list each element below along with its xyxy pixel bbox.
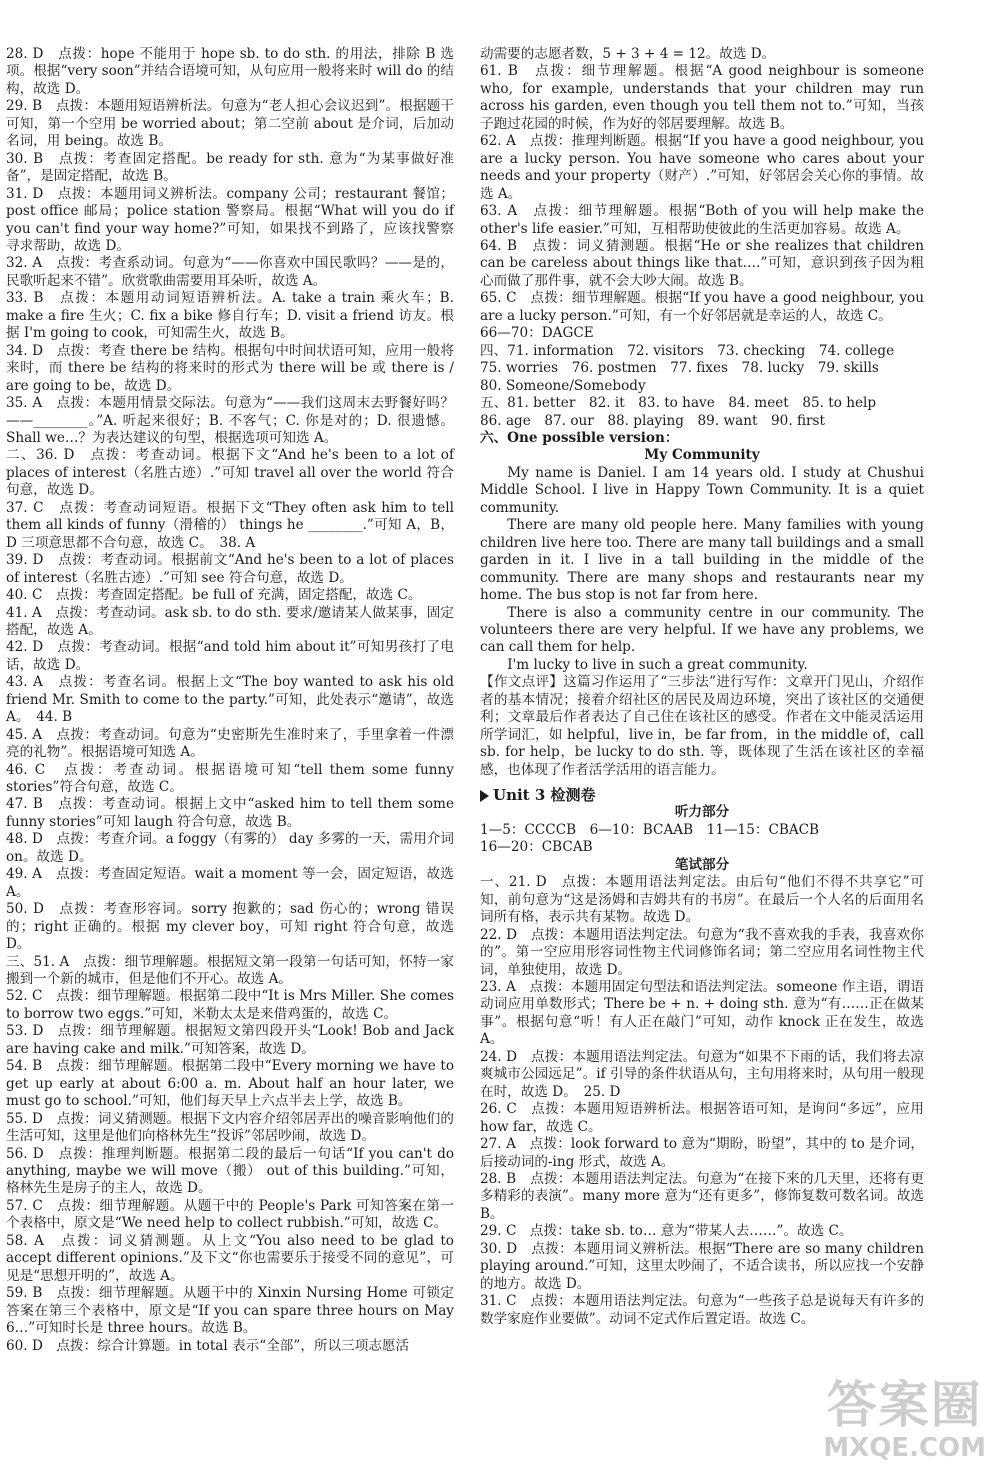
answer-item: 30. B 点拨：考查固定搭配。be ready for sth. 意为“为某事做好准备”，是固定搭配，故选 B。 bbox=[6, 150, 454, 185]
answer-item: 86. age 87. our 88. playing 89. want 90. first bbox=[480, 412, 825, 429]
answer-item: 四、71. information 72. visitors 73. checking 74. college bbox=[480, 342, 895, 359]
answer-item: 30. D 点拨：本题用词义辨析法。根据“There are so many children playing around.”可知，这里太吵闹了，不适合读书，所以应找一个安静的地方。故选 D。 bbox=[480, 1240, 924, 1292]
answer-item: 28. D 点拨：hope 不能用于 hope sb. to do sth. 的用法，排除 B 选项。根据“very soon”并结合语境可知，从句应用一般将来时 will do 的结构，故选 D。 bbox=[6, 46, 454, 97]
answer-item: 27. A 点拨：look forward to 意为“期盼，盼望”，其中的 to 是介词，后接动词的-ing 形式，故选 A。 bbox=[480, 1136, 924, 1170]
watermark bbox=[823, 1377, 986, 1463]
answer-item: 63. A 点拨：细节理解题。根据“Both of you will help make the other's life easier.”可知，互相帮助使彼此的生活更加容易。故选 A。 bbox=[480, 203, 924, 237]
listening-heading: 听力部分 bbox=[674, 804, 730, 821]
answer-item: 48. D 点拨：考查介词。a foggy（有雾的） day 多雾的一天，需用介词 on。故选 D。 bbox=[6, 831, 454, 865]
triangle-marker-icon bbox=[480, 790, 489, 802]
essay-title: My Community bbox=[644, 447, 760, 464]
answer-item: 57. C 点拨：细节理解题。从题干中的 People's Park 可知答案在第一个表格中，原文是“We need help to collect rubbish.”可知，故选 C。 bbox=[6, 1197, 454, 1232]
answer-item: 26. C 点拨：本题用短语辨析法。根据答语可知，是询问“多远”，应用 how far，故选 C。 bbox=[480, 1101, 924, 1135]
essay-paragraph: There is also a community centre in our community. The volunteers there are very helpful. If we have any problems, we can call them for help. bbox=[480, 604, 924, 656]
answer-item: 三、51. A 点拨：细节理解题。根据短文第一段第一句话可知，怀特一家搬到一个新的城市，但是他们不开心。故选 A。 bbox=[6, 953, 454, 988]
answer-item: 五、81. better 82. it 83. to have 84. meet 85. to help bbox=[480, 395, 877, 412]
answer-item: 一、21. D 点拨：本题用语法判定法。由后句“他们不得不共享它”可知，前句意为“这是汤姆和吉姆共有的书房”。在最后一个人名的后面用名词所有格，表示共有某物。故选 D。 bbox=[480, 874, 924, 926]
answer-item: 52. C 点拨：细节理解题。根据第二段中“It is Mrs Miller. She comes to borrow two eggs.”可知，米勒太太是来借鸡蛋的，故选 C。 bbox=[6, 988, 454, 1022]
answer-item: 61. B 点拨：细节理解题。根据“A good neighbour is someone who, for example, understands that your children may run across his garden, even though you tell them not to.”可知，当孩子跑过花园的时候，作为好的邻居要理解。故选 B。 bbox=[480, 63, 924, 132]
answer-item: 动需要的志愿者数，5 + 3 + 4 = 12。故选 D。 bbox=[480, 46, 776, 62]
unit3-heading bbox=[480, 787, 924, 804]
answer-item: 42. D 点拨：考查动词。根据“and told him about it”可知男孩打了电话，故选 D。 bbox=[6, 639, 454, 673]
answer-item: 32. A 点拨：考查系动词。句意为“——你喜欢中国民歌吗？——是的，民歌听起来不错”。欣赏歌曲需要用耳朵听，故选 A。 bbox=[6, 255, 454, 289]
answer-item: 75. worries 76. postmen 77. fixes 78. lucky 79. skills bbox=[480, 360, 879, 377]
answer-item: 31. D 点拨：本题用词义辨析法。company 公司；restaurant 餐馆；post office 邮局；police station 警察局。根据“What will you do if you can't find your way home?”可知，如果找不到路了，应该找警察寻求帮助，故选 D。 bbox=[6, 185, 454, 254]
essay-paragraph: My name is Daniel. I am 14 years old. I study at Chushui Middle School. I live in Happy Town Community. It is a quiet community. bbox=[480, 464, 924, 516]
answer-item: 29. C 点拨：take sb. to… 意为“带某人去……”。故选 C。 bbox=[480, 1223, 853, 1240]
listening-line: 1—5：CCCCB 6—10：BCAAB 11—15：CBACB bbox=[480, 821, 820, 838]
answer-item: 62. A 点拨：推理判断题。根据“If you have a good neighbour, you are a lucky person. You have someone who cares about your needs and your property（财产）.”可知，好邻居会关心你的事情。故选 A。 bbox=[480, 133, 924, 202]
listening-answers bbox=[480, 822, 924, 857]
answer-item: 40. C 点拨：考查固定搭配。be full of 充满，固定搭配，故选 C。 bbox=[6, 587, 422, 604]
answer-item: 31. C 点拨：本题用语法判定法。句意为“一些孩子总是说每天有许多的数学家庭作业要做”。动词不定式作后置定语。故选 C。 bbox=[480, 1293, 924, 1327]
essay-label: 六、One possible version： bbox=[480, 429, 679, 446]
answer-item: 28. B 点拨：本题用语法判定法。句意为“在接下来的几天里，还将有更多精彩的表演”。many more 意为“还有更多”，修饰复数可数名词。故选 B。 bbox=[480, 1171, 924, 1222]
answer-item: 49. A 点拨：考查固定短语。wait a moment 等一会，固定短语，故选 A。 bbox=[6, 866, 454, 900]
answer-item: 59. B 点拨：细节理解题。从题干中的 Xinxin Nursing Home 可锁定答案在第三个表格中，原文是“If you can spare three hours on May 6…”可知时长是 three hours。故选 B。 bbox=[6, 1285, 454, 1337]
watermark-logo: 答案圈 bbox=[826, 1376, 983, 1434]
essay-paragraph: I'm lucky to live in such a great community. bbox=[507, 656, 808, 673]
right-column bbox=[480, 46, 924, 1328]
answer-item: 33. B 点拨：本题用动词短语辨析法。A. take a train 乘火车；B. make a fire 生火；C. fix a bike 修自行车；D. visit a friend 访友。根据 I'm going to cook，可知需生火，故选 B。 bbox=[6, 290, 454, 342]
answer-item: 34. D 点拨：考查 there be 结构。根据句中时间状语可知，应用一般将来时，而 there be 结构的将来时的形式为 there will be 或 there is / are going to be，故选 D。 bbox=[6, 342, 454, 394]
answer-item: 39. D 点拨：考查动词。根据前文“And he's been to a lot of places of interest（名胜古迹）.”可知 see 符合句意，故选 D。 bbox=[6, 552, 454, 586]
listening-line: 16—20：CBCAB bbox=[480, 839, 593, 856]
answer-item: 二、36. D 点拨：考查动词。根据下文“And he's been to a lot of places of interest（名胜古迹）.”可知 travel all over the world 符合句意，故选 D。 bbox=[6, 447, 454, 499]
unit3-title: Unit 3 检测卷 bbox=[493, 786, 596, 805]
answer-item: 64. B 点拨：词义猜测题。根据“He or she realizes that children can be careless about things like that….”可知，意识到孩子因为粗心而做了那件事，就不会大吵大闹。故选 B。 bbox=[480, 237, 924, 289]
answer-item: 47. B 点拨：考查动词。根据上文中“asked him to tell them some funny stories”可知 laugh 符合句意，故选 B。 bbox=[6, 796, 454, 830]
written-answers bbox=[480, 874, 924, 1328]
answer-item: 43. A 点拨：考查名词。根据上文“The boy wanted to ask his old friend Mr. Smith to come to the party.”可知，此处表示“邀请”，故选 A。 44. B bbox=[6, 674, 454, 726]
answer-item: 22. D 点拨：本题用语法判定法。句意为“我不喜欢我的手表，我喜欢你的”。第一空应用形容词性物主代词修饰名词；第二空应用名词性物主代词，单独使用，故选 D。 bbox=[480, 926, 924, 978]
essay-body bbox=[480, 465, 924, 674]
answer-item: 41. A 点拨：考查动词。ask sb. to do sth. 要求/邀请某人做某事，固定搭配，故选 A。 bbox=[6, 604, 454, 638]
answer-item: 66—70：DAGCE bbox=[480, 325, 594, 342]
answer-item: 65. C 点拨：细节理解题。根据“If you have a good neighbour, you are a lucky person.”可知，有一个好邻居就是幸运的人，故选 C。 bbox=[480, 290, 924, 324]
answer-item: 37. C 点拨：考查动词短语。根据下文“They often ask him to tell them all kinds of funny（滑稽的） things he ________.”可知 A，B，D 三项意思都不合句意，故选 C。 38. A bbox=[6, 499, 454, 551]
answer-item: 55. D 点拨：词义猜测题。根据下文内容介绍邻居弄出的噪音影响他们的生活可知，这里是他们向格林先生“投诉”邻居吵闹，故选 D。 bbox=[6, 1110, 454, 1145]
answer-item: 60. D 点拨：综合计算题。in total 表示“全部”，所以三项志愿活 bbox=[6, 1337, 410, 1354]
answer-item: 29. B 点拨：本题用短语辨析法。句意为“老人担心会议迟到”。根据题干可知，第一个空用 be worried about；第二空前 about 是介词，后加动名词，用 being。故选 B。 bbox=[6, 98, 454, 150]
answer-item: 53. D 点拨：细节理解题。根据短文第四段开头“Look! Bob and Jack are having cake and milk.”可知答案，故选 D。 bbox=[6, 1023, 454, 1057]
answer-item: 23. A 点拨：本题用固定句型法和语法判定法。someone 作主语，谓语动词应用单数形式；There be + n. + doing sth. 意为“有……正在做某事”。根据句意“听！有人正在敲门”可知，动作 knock 正在发生，故选 A。 bbox=[480, 979, 924, 1048]
answer-item: 50. D 点拨：考查形容词。sorry 抱歉的；sad 伤心的；wrong 错误的；right 正确的。根据 my clever boy，可知 right 符合句意，故选 D。 bbox=[6, 901, 454, 953]
answer-item: 58. A 点拨：词义猜测题。从上文“You also need to be glad to accept different opinions.”及下文“你也需要乐于接受不同的意见”，可见是“思想开明的”，故选 A。 bbox=[6, 1232, 454, 1284]
answer-item: 80. Someone/Somebody bbox=[480, 377, 646, 394]
answer-item: 24. D 点拨：本题用语法判定法。句意为“如果不下雨的话，我们将去凉爽城市公园远足”。if 引导的条件状语从句，主句用将来时，从句用一般现在时，故选 D。 25. D bbox=[480, 1048, 924, 1100]
answer-list-continued bbox=[480, 46, 924, 430]
written-heading: 笔试部分 bbox=[674, 856, 730, 873]
left-column bbox=[6, 46, 454, 1355]
answer-item: 56. D 点拨：推理判断题。根据第二段的最后一句话“If you can't do anything, maybe we will move（搬） out of this building.”可知，格林先生是房子的主人，故选 D。 bbox=[6, 1145, 454, 1197]
answer-item: 46. C 点拨：考查动词。根据语境可知“tell them some funny stories”符合句意，故选 C。 bbox=[6, 761, 454, 796]
watermark-url: MXQE.COM bbox=[823, 1433, 986, 1463]
answer-item: 35. A 点拨：本题用情景交际法。句意为“——我们这周末去野餐好吗？——________。”A. 听起来很好；B. 不客气；C. 你是对的；D. 很遗憾。Shall we…？为表达建议的句型，根据选项可知选 A。 bbox=[6, 395, 454, 446]
answer-item: 45. A 点拨：考查动词。句意为“史密斯先生准时来了，手里拿着一件漂亮的礼物”。根据语境可知选 A。 bbox=[6, 726, 454, 761]
answer-item: 54. B 点拨：细节理解题。根据第二段中“Every morning we have to get up early at about 6:00 a. m. About half an hour later, we must go to school.”可知，他们每天早上六点半去上学，故选 B。 bbox=[6, 1058, 454, 1110]
essay-comment: 【作文点评】这篇习作运用了“三步法”进行写作：文章开门见山，介绍作者的基本情况；接着介绍社区的居民及周边环境，突出了该社区的交通便利；文章最后作者表达了自己住在该社区的感受。作者在文中能灵活运用所学词汇，如 helpful，live in，be far from，in the middle of，call sb. for help，be lucky to do sth. 等，既体现了生活在该社区的幸福感，也体现了作者活学活用的语言能力。 bbox=[480, 674, 924, 778]
essay-paragraph: There are many old people here. Many families with young children live here too. There are many tall buildings and a small garden in it. I live in a tall building in the middle of the community. There are many shops and restaurants near my home. The bus stop is not far from here. bbox=[480, 517, 924, 604]
